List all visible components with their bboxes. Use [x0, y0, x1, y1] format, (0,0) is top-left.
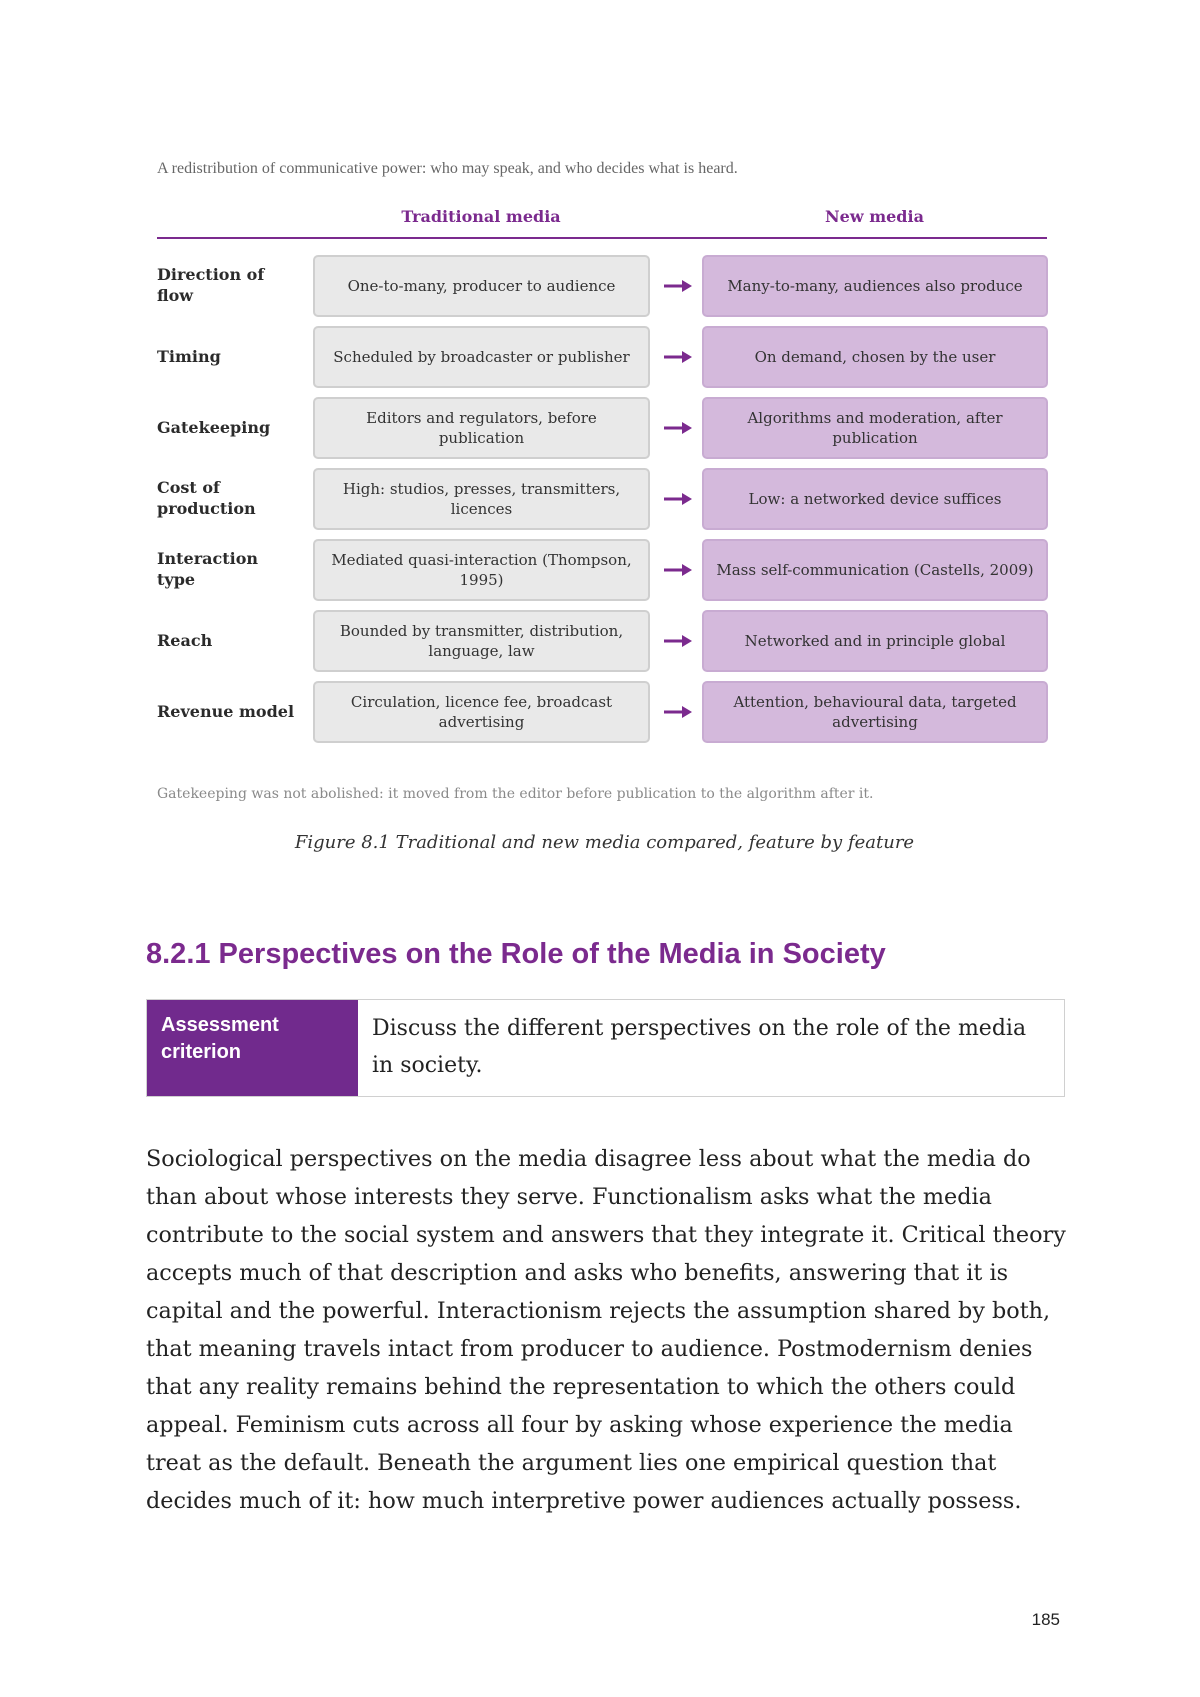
traditional-cell: Circulation, licence fee, broadcast advertising: [313, 681, 650, 743]
figure-intro: A redistribution of communicative power: who may speak, and who decides what is heard.: [157, 160, 738, 177]
arrow-right-icon: [656, 560, 696, 580]
column-header-traditional: Traditional media: [401, 207, 561, 226]
row-label: Timing: [157, 346, 221, 366]
arrow-right-icon: [656, 347, 696, 367]
arrow-right-icon: [656, 276, 696, 296]
new-media-cell: Mass self-communication (Castells, 2009): [702, 539, 1048, 601]
new-media-cell: Low: a networked device suffices: [702, 468, 1048, 530]
row-label: Gatekeeping: [157, 417, 271, 437]
traditional-cell: Scheduled by broadcaster or publisher: [313, 326, 650, 388]
row-label: Revenue model: [157, 701, 295, 721]
arrow-right-icon: [656, 702, 696, 722]
new-media-cell: Attention, behavioural data, targeted advertising: [702, 681, 1048, 743]
traditional-cell: One-to-many, producer to audience: [313, 255, 650, 317]
new-media-cell: Many-to-many, audiences also produce: [702, 255, 1048, 317]
figure-note: Gatekeeping was not abolished: it moved from the editor before publication to the algorithm after it.: [157, 786, 874, 802]
comparison-row: [157, 468, 1052, 530]
comparison-row: [157, 681, 1052, 743]
traditional-cell: Bounded by transmitter, distribution, language, law: [313, 610, 650, 672]
comparison-row: [157, 397, 1052, 459]
row-label: Interaction type: [157, 549, 258, 589]
arrow-right-icon: [656, 489, 696, 509]
body-paragraph: Sociological perspectives on the media disagree less about what the media do than about whose interests they serve. Functionalism asks what the media contribute to the social system and answers that they integrate it. Critical theory accepts much of that description and asks who benefits, answering that it is capital and the powerful. Interactionism rejects the assumption shared by both, that meaning travels intact from producer to audience. Postmodernism denies that any reality remains behind the representation to which the others could appeal. Feminism cuts across all four by asking whose experience the media treat as the default. Beneath the argument lies one empirical question that decides much of it: how much interpretive power audiences actually possess.: [146, 1146, 1066, 1514]
header-rule: [157, 237, 1047, 239]
new-media-cell: Algorithms and moderation, after publication: [702, 397, 1048, 459]
page-number: 185: [1031, 1610, 1060, 1629]
section-title: 8.2.1 Perspectives on the Role of the Media in Society: [146, 938, 886, 970]
comparison-row: [157, 326, 1052, 388]
column-header-new: New media: [825, 207, 924, 226]
new-media-cell: Networked and in principle global: [702, 610, 1048, 672]
criterion-label: Assessment criterion: [147, 1000, 358, 1096]
criterion-text: Discuss the different perspectives on the role of the media in society.: [372, 1016, 1027, 1079]
row-label: Direction of flow: [157, 265, 265, 305]
arrow-right-icon: [656, 631, 696, 651]
row-label: Cost of production: [157, 478, 256, 518]
comparison-row: [157, 255, 1052, 317]
traditional-cell: Editors and regulators, before publication: [313, 397, 650, 459]
figure-caption: Figure 8.1 Traditional and new media compared, feature by feature: [294, 832, 915, 853]
traditional-cell: High: studios, presses, transmitters, licences: [313, 468, 650, 530]
row-label: Reach: [157, 630, 213, 650]
comparison-row: [157, 539, 1052, 601]
assessment-criterion-box: [146, 999, 1065, 1097]
arrow-right-icon: [656, 418, 696, 438]
traditional-cell: Mediated quasi-interaction (Thompson, 1995): [313, 539, 650, 601]
comparison-row: [157, 610, 1052, 672]
new-media-cell: On demand, chosen by the user: [702, 326, 1048, 388]
